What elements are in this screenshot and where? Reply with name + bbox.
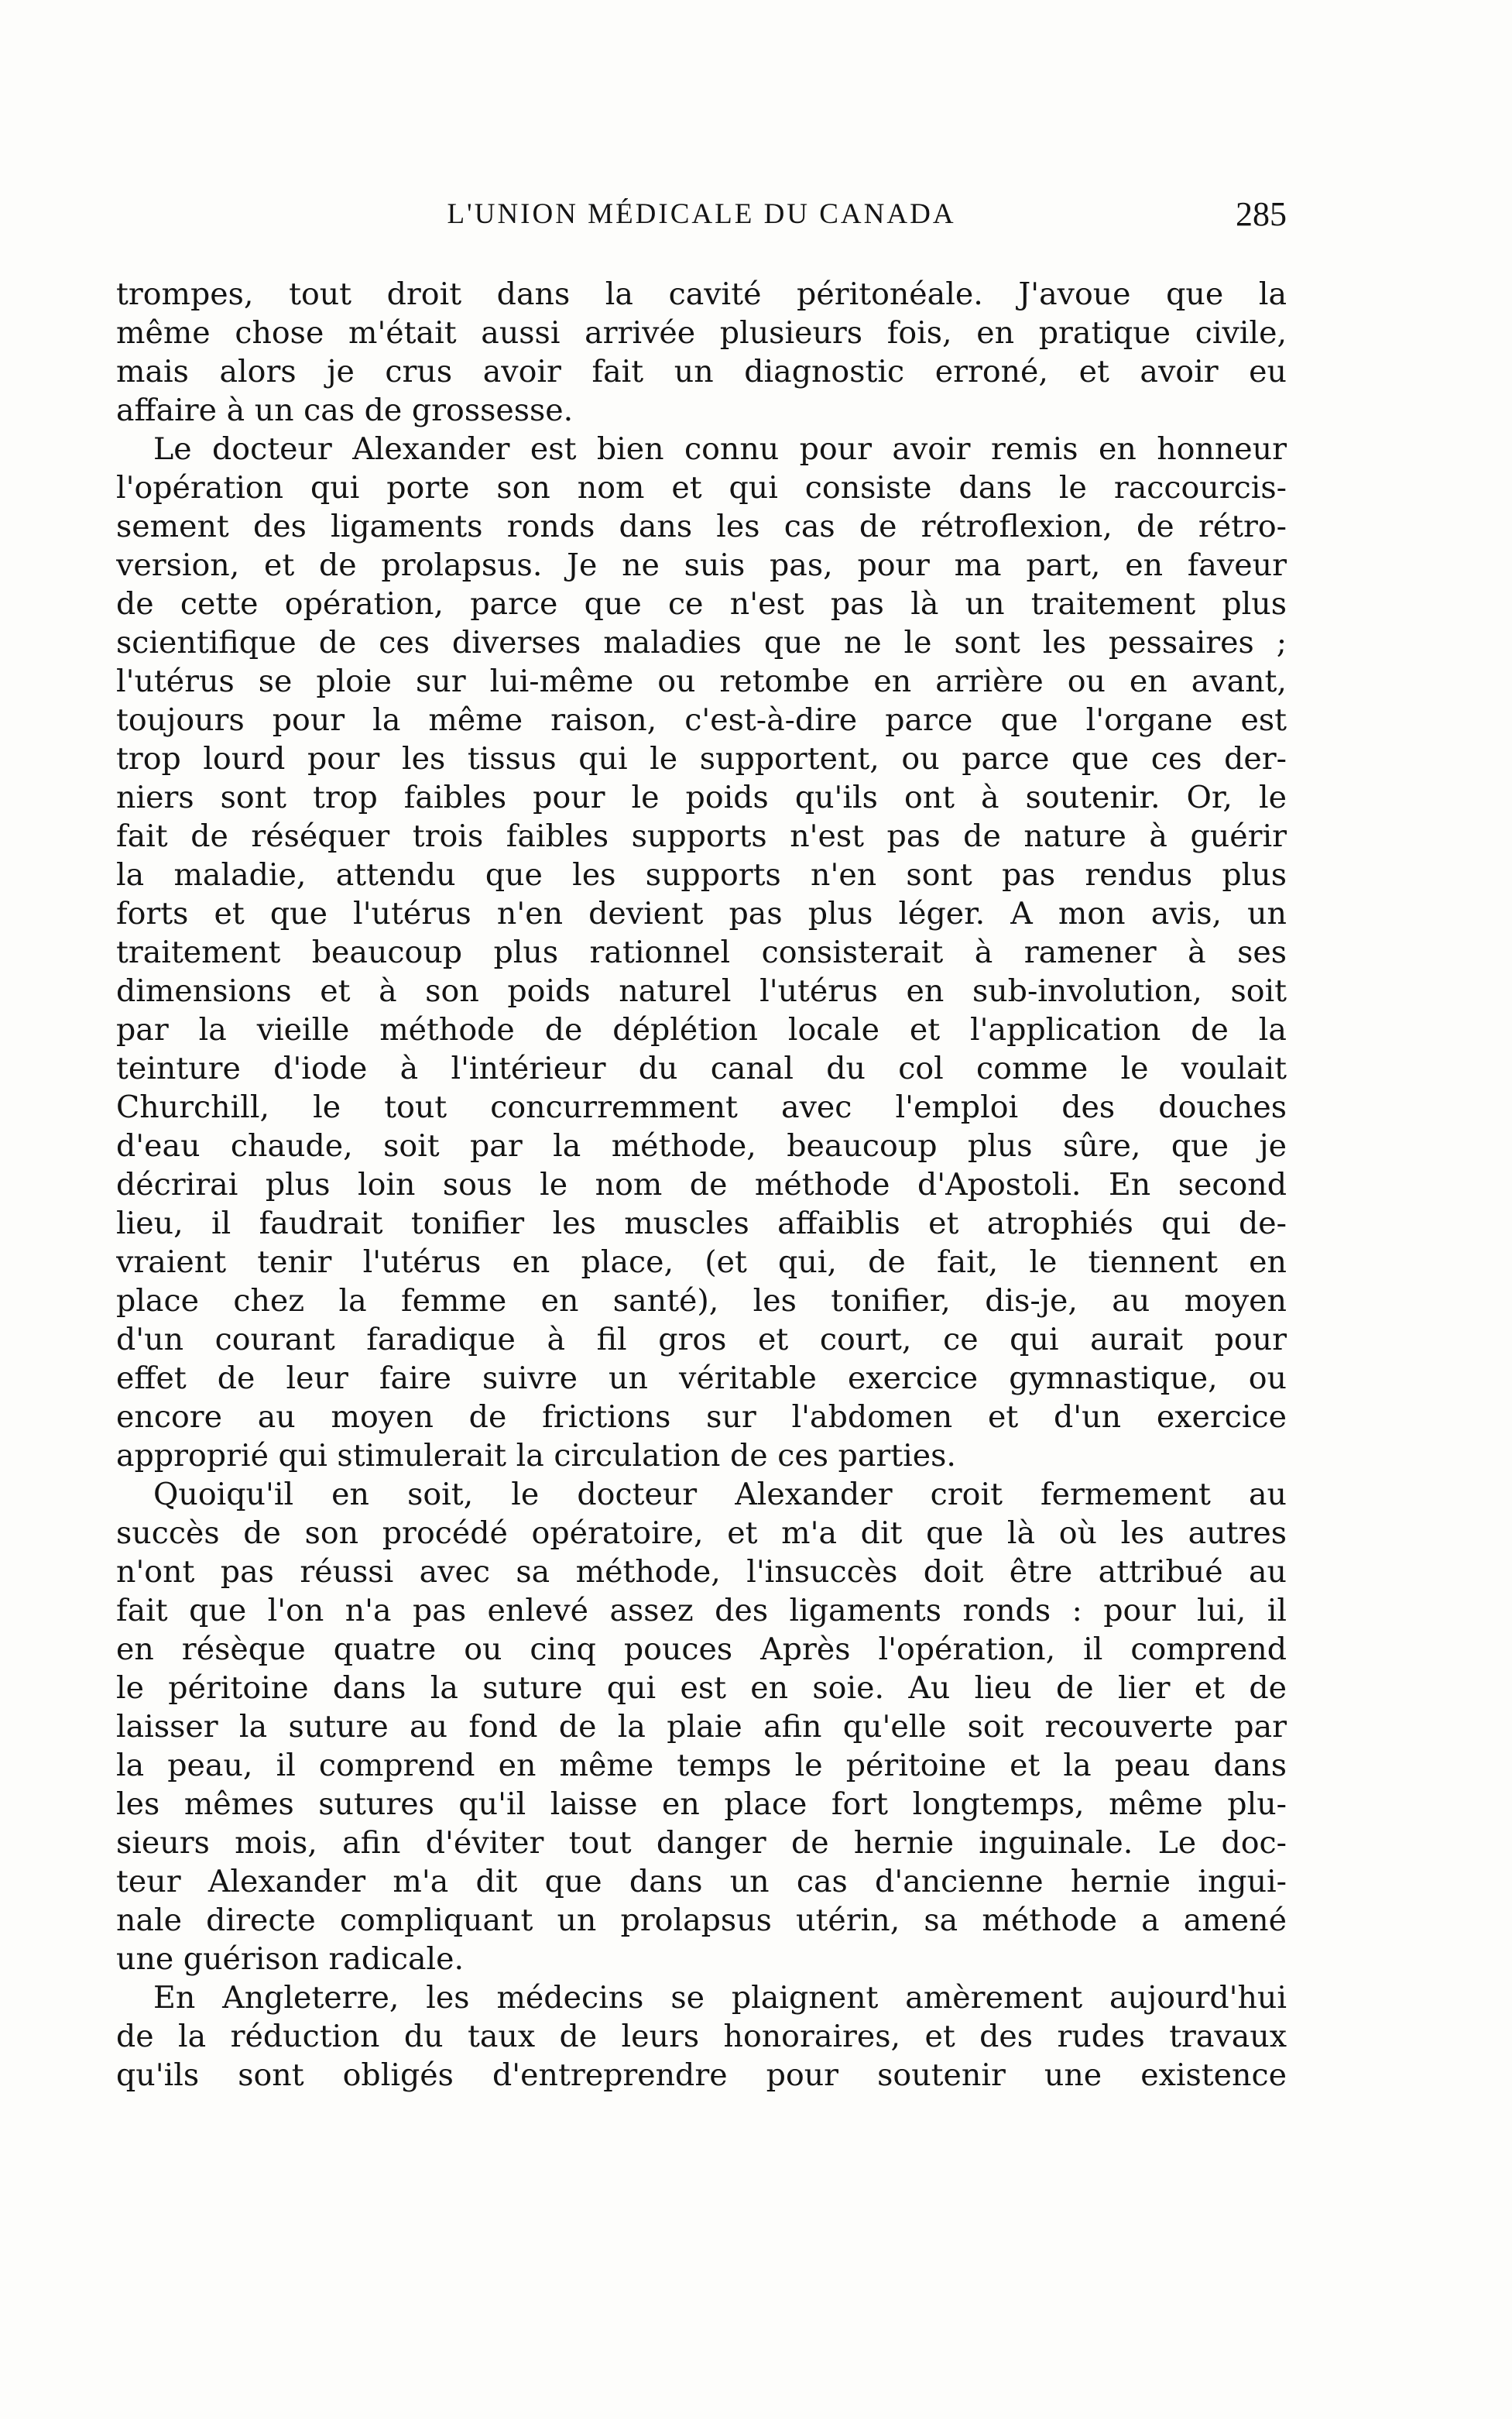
running-title: L'UNION MÉDICALE DU CANADA — [447, 198, 956, 230]
text-line: trompes, tout droit dans la cavité péritonéale. J'avoue que la — [116, 276, 1287, 312]
text-line: niers sont trop faibles pour le poids qu'ils ont à soutenir. Or, le — [116, 780, 1287, 815]
text-line: approprié qui stimulerait la circulation de ces parties. — [116, 1438, 956, 1474]
text-line: trop lourd pour les tissus qui le supportent, ou parce que ces der- — [116, 741, 1287, 777]
text-line: encore au moyen de frictions sur l'abdomen et d'un exercice — [116, 1399, 1287, 1435]
text-line: succès de son procédé opératoire, et m'a dit que là où les autres — [116, 1515, 1287, 1551]
paragraph-start-line: Le docteur Alexander est bien connu pour avoir remis en honneur — [153, 431, 1287, 467]
text-line: la maladie, attendu que les supports n'en sont pas rendus plus — [116, 857, 1287, 893]
text-line: fait de réséquer trois faibles supports n'est pas de nature à guérir — [116, 818, 1287, 854]
text-line: teinture d'iode à l'intérieur du canal du col comme le voulait — [116, 1051, 1287, 1086]
text-line: par la vieille méthode de déplétion locale et l'application de la — [116, 1012, 1287, 1048]
text-line: l'utérus se ploie sur lui-même ou retombe en arrière ou en avant, — [116, 664, 1287, 699]
text-line: affaire à un cas de grossesse. — [116, 393, 574, 428]
body-text — [116, 275, 1287, 2095]
paragraph-start-line: Quoiqu'il en soit, le docteur Alexander croit fermement au — [153, 1477, 1287, 1512]
text-line: une guérison radicale. — [116, 1941, 465, 1977]
text-line: vraient tenir l'utérus en place, (et qui, de fait, le tiennent en — [116, 1244, 1287, 1280]
text-line: effet de leur faire suivre un véritable exercice gymnastique, ou — [116, 1360, 1287, 1396]
text-line: d'eau chaude, soit par la méthode, beaucoup plus sûre, que je — [116, 1128, 1287, 1164]
text-line: de cette opération, parce que ce n'est pas là un traitement plus — [116, 586, 1287, 622]
text-line: place chez la femme en santé), les tonifier, dis-je, au moyen — [116, 1283, 1287, 1319]
text-line: même chose m'était aussi arrivée plusieurs fois, en pratique civile, — [116, 315, 1287, 351]
text-line: teur Alexander m'a dit que dans un cas d'ancienne hernie ingui- — [116, 1864, 1287, 1899]
text-line: n'ont pas réussi avec sa méthode, l'insuccès doit être attribué au — [116, 1554, 1287, 1590]
text-line: scientifique de ces diverses maladies que ne le sont les pessaires ; — [116, 625, 1287, 661]
text-line: les mêmes sutures qu'il laisse en place fort longtemps, même plu- — [116, 1786, 1287, 1822]
text-line: forts et que l'utérus n'en devient pas plus léger. A mon avis, un — [116, 896, 1287, 932]
page-header — [116, 197, 1287, 244]
text-line: mais alors je crus avoir fait un diagnostic erroné, et avoir eu — [116, 354, 1287, 389]
page-number: 285 — [1236, 195, 1287, 233]
text-line: d'un courant faradique à fil gros et court, ce qui aurait pour — [116, 1322, 1287, 1357]
text-line: lieu, il faudrait tonifier les muscles affaiblis et atrophiés qui de- — [116, 1206, 1287, 1241]
text-line: laisser la suture au fond de la plaie afin qu'elle soit recouverte par — [116, 1709, 1287, 1745]
text-line: en résèque quatre ou cinq pouces Après l'opération, il comprend — [116, 1632, 1287, 1667]
paragraph-start-line: En Angleterre, les médecins se plaignent amèrement aujourd'hui — [153, 1980, 1287, 2016]
text-line: l'opération qui porte son nom et qui consiste dans le raccourcis- — [116, 470, 1287, 506]
text-line: sement des ligaments ronds dans les cas de rétroflexion, de rétro- — [116, 509, 1287, 544]
text-line: dimensions et à son poids naturel l'utérus en sub-involution, soit — [116, 973, 1287, 1009]
text-line: toujours pour la même raison, c'est-à-dire parce que l'organe est — [116, 702, 1287, 738]
text-line: de la réduction du taux de leurs honoraires, et des rudes travaux — [116, 2019, 1287, 2054]
text-line: décrirai plus loin sous le nom de méthode d'Apostoli. En second — [116, 1167, 1287, 1203]
text-line: Churchill, le tout concurremment avec l'emploi des douches — [116, 1089, 1287, 1125]
text-line: qu'ils sont obligés d'entreprendre pour soutenir une existence — [116, 2057, 1287, 2093]
text-line: sieurs mois, afin d'éviter tout danger de hernie inguinale. Le doc- — [116, 1825, 1287, 1861]
text-line: la peau, il comprend en même temps le péritoine et la peau dans — [116, 1748, 1287, 1783]
text-line: le péritoine dans la suture qui est en soie. Au lieu de lier et de — [116, 1670, 1287, 1706]
text-line: version, et de prolapsus. Je ne suis pas, pour ma part, en faveur — [116, 547, 1287, 583]
text-line: fait que l'on n'a pas enlevé assez des ligaments ronds : pour lui, il — [116, 1593, 1287, 1628]
text-line: nale directe compliquant un prolapsus utérin, sa méthode a amené — [116, 1903, 1287, 1938]
text-line: traitement beaucoup plus rationnel consisterait à ramener à ses — [116, 935, 1287, 970]
